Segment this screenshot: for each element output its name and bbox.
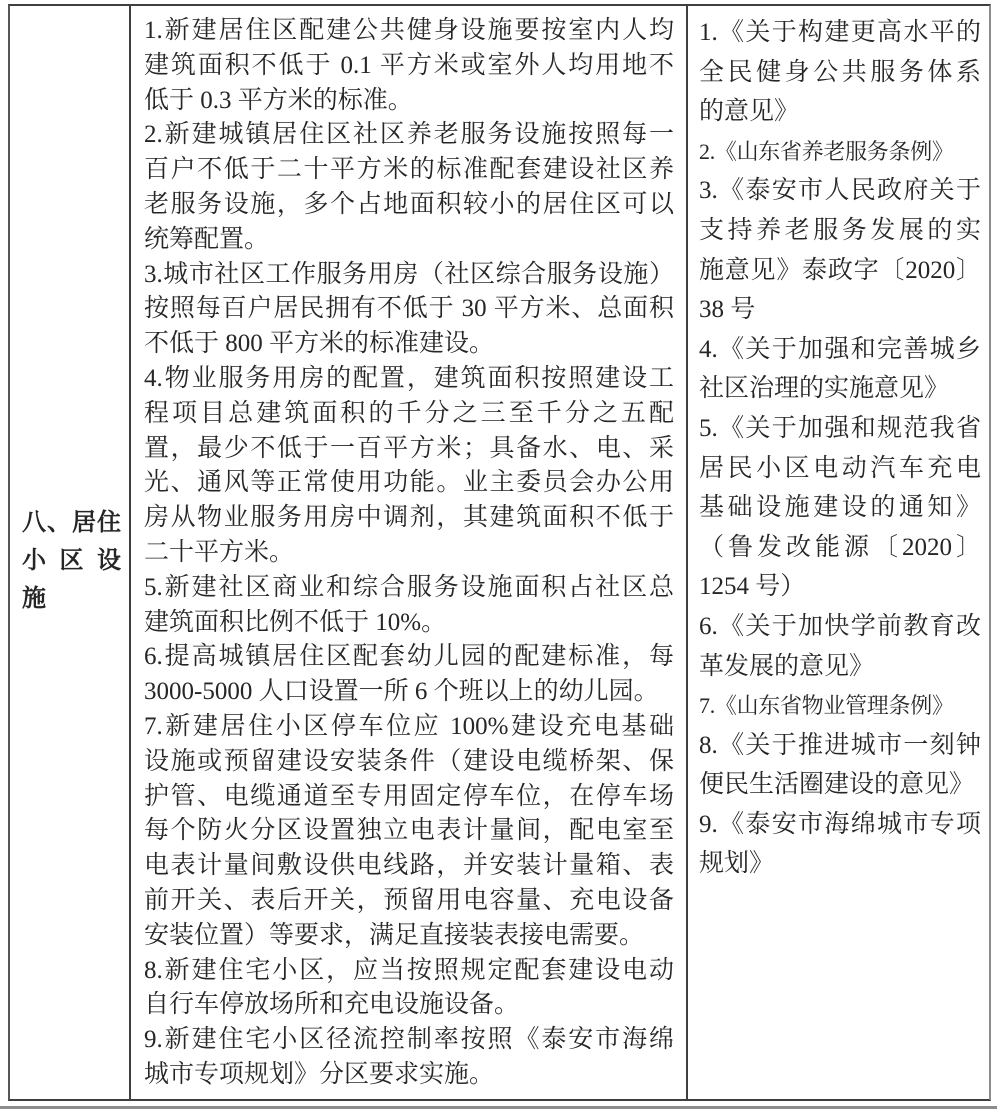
list-item [699, 726, 981, 805]
text-line: 1.新建居住区配建公共健身设施要按室内人均 [144, 17, 674, 44]
list-item [144, 14, 674, 118]
text-line: 规划》 [699, 850, 775, 878]
row-label [22, 504, 121, 618]
text-line: 光、通风等正常使用功能。业主委员会办公用 [144, 469, 674, 497]
text-line: 安装位置）等要求，满足直接装表接电需要。 [144, 921, 645, 949]
row-label-cell [10, 6, 131, 1099]
text-line: 护管、电缆通道至专用固定停车位，在停车场 [144, 782, 674, 810]
list-item [144, 571, 674, 641]
list-item [699, 330, 981, 409]
text-line: 居民小区电动汽车充电 [699, 454, 981, 482]
list-item [699, 132, 981, 172]
list-item [699, 805, 981, 884]
list-item [699, 686, 981, 726]
text-line: 按照每百户居民拥有不低于 30 平方米、总面积 [144, 295, 674, 323]
text-line: 5.新建社区商业和综合服务设施面积占社区总 [144, 573, 674, 601]
list-item [144, 954, 674, 1024]
text-line: 的意见》 [699, 98, 800, 126]
list-item [144, 1023, 674, 1093]
text-line: 不低于 800 平方米的标准建设。 [144, 330, 495, 358]
text-line: 1254 号） [699, 573, 806, 601]
document-table [8, 4, 991, 1101]
text-line: 便民生活圈建设的意见》 [699, 771, 975, 799]
text-line: 3000-5000 人口设置一所 6 个班以上的幼儿园。 [144, 678, 659, 706]
text-line: 3.城市社区工作服务用房（社区综合服务设施） [144, 260, 674, 288]
text-line: 8.新建住宅小区，应当按照规定配套建设电动 [144, 956, 674, 984]
list-item [144, 362, 674, 571]
text-line: 城市专项规划》分区要求实施。 [144, 1060, 495, 1088]
text-line: 前开关、表后开关，预留用电容量、充电设备 [144, 886, 674, 914]
text-line: （鲁发改能源〔2020〕 [699, 533, 981, 561]
text-line: 1.《关于构建更高水平的 [699, 19, 981, 46]
text-line: 9.《泰安市海绵城市专项 [699, 810, 981, 838]
text-line: 程项目总建筑面积的千分之三至千分之五配 [144, 399, 674, 427]
page-edge-bottom [0, 1106, 997, 1109]
text-line: 每个防火分区设置独立电表计量间，配电室至 [144, 817, 674, 845]
text-line: 2.《山东省养老服务条例》 [699, 138, 954, 164]
list-item [699, 171, 981, 329]
text-line: 低于 0.3 平方米的标准。 [144, 86, 413, 114]
text-line: 施意见》泰政字〔2020〕 [699, 256, 981, 284]
list-item [144, 258, 674, 362]
text-line: 八、居住 [22, 509, 121, 536]
text-line: 4.物业服务用房的配置，建筑面积按照建设工 [144, 364, 674, 392]
list-item [699, 409, 981, 607]
list-item [144, 710, 674, 954]
text-line: 5.《关于加强和规范我省 [699, 414, 981, 442]
list-item [144, 118, 674, 257]
text-line: 社区治理的实施意见》 [699, 375, 950, 403]
text-line: 6.《关于加快学前教育改 [699, 612, 981, 640]
list-item [699, 607, 981, 686]
text-line: 革发展的意见》 [699, 652, 875, 680]
list-item [144, 640, 674, 710]
text-line: 电表计量间敷设供电线路，并安装计量箱、表 [144, 852, 674, 880]
text-line: 房从物业服务用房中调剂，其建筑面积不低于 [144, 504, 674, 532]
text-line: 老服务设施，多个占地面积较小的居住区可以 [144, 190, 674, 218]
text-line: 支持养老服务发展的实 [699, 216, 981, 244]
text-line: 建筑面积比例不低于 10%。 [144, 608, 447, 636]
text-line: 基础设施建设的通知》 [699, 494, 981, 522]
text-line: 6.提高城镇居住区配套幼儿园的配建标准，每 [144, 643, 674, 671]
list-item [699, 13, 981, 132]
text-line: 统筹配置。 [144, 225, 270, 253]
text-line: 3.《泰安市人民政府关于 [699, 177, 981, 205]
text-line: 2.新建城镇居住区社区养老服务设施按照每一 [144, 121, 674, 149]
text-line: 设施或预留建设安装条件（建设电缆桥架、保 [144, 747, 674, 775]
text-line: 8.《关于推进城市一刻钟 [699, 731, 981, 759]
text-line: 施 [22, 585, 46, 612]
references-cell [688, 6, 989, 1099]
text-line: 全民健身公共服务体系 [699, 58, 981, 86]
text-line: 小区设 [22, 547, 121, 574]
text-line: 自行车停放场所和充电设施设备。 [144, 991, 520, 1019]
text-line: 4.《关于加强和完善城乡 [699, 335, 981, 363]
text-line: 建筑面积不低于 0.1 平方米或室外人均用地不 [144, 51, 674, 79]
requirements-cell [131, 6, 688, 1099]
text-line: 二十平方米。 [144, 538, 295, 566]
text-line: 7.新建居住小区停车位应 100%建设充电基础 [144, 712, 674, 740]
text-line: 9.新建住宅小区径流控制率按照《泰安市海绵 [144, 1026, 674, 1054]
text-line: 百户不低于二十平方米的标准配套建设社区养 [144, 156, 674, 184]
text-line: 38 号 [699, 296, 756, 324]
text-line: 置，最少不低于一百平方米；具备水、电、采 [144, 434, 674, 462]
text-line: 7.《山东省物业管理条例》 [699, 693, 954, 719]
